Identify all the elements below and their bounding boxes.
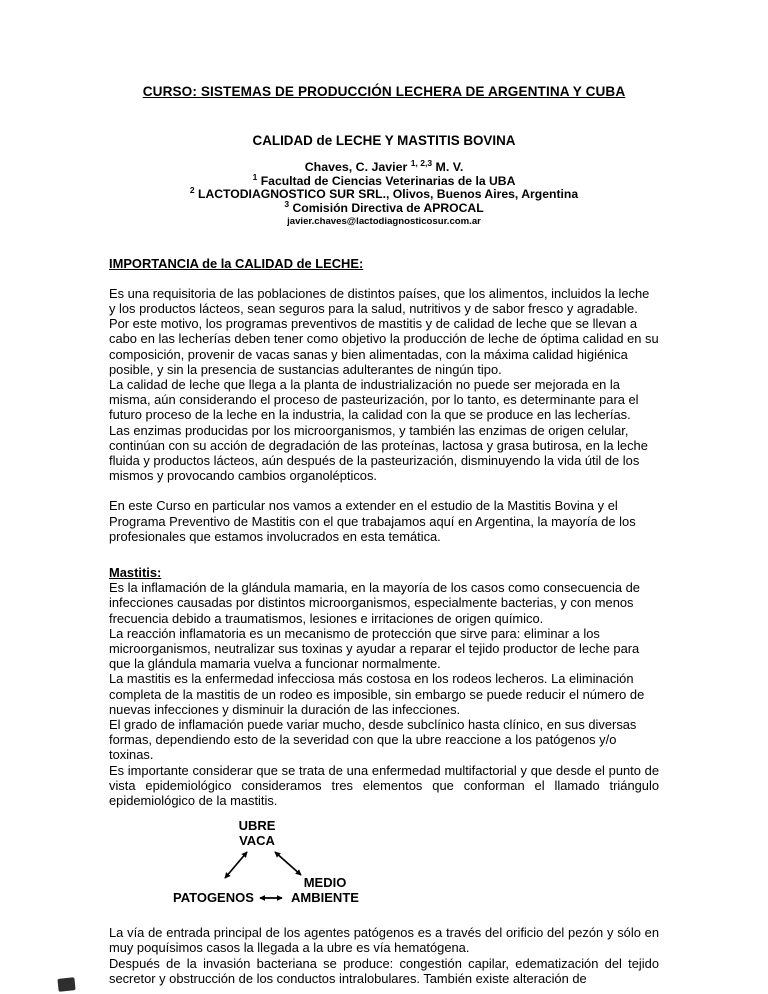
- affiliation-text: Comisión Directiva de APROCAL: [292, 200, 484, 215]
- course-title: CURSO: SISTEMAS DE PRODUCCIÓN LECHERA DE ARGENTINA Y CUBA: [142, 84, 626, 99]
- affiliation-text: LACTODIAGNOSTICO SUR SRL., Olivos, Buenos Aires, Argentina: [198, 187, 579, 202]
- spacer: [109, 271, 659, 286]
- spacer: [109, 544, 659, 565]
- paragraph: Es importante considerar que se trata de una enfermedad multifactorial y que desde el punto de vista epidemiológico consideramos tres elementos que conforman el llamado triángulo epidemiológico de la mastitis.: [109, 762, 659, 809]
- paragraph: Las enzimas producidas por los microorganismos, y también las enzimas de origen celular, continúan con su acción de degradación de las proteínas, lactosa y grasa butirosa, en la leche fluida y productos lácteos, aún después de la pasteurización, disminuyendo la vida útil de los mismos y provocando cambios organolépticos.: [109, 422, 648, 484]
- paragraph: La calidad de leche que llega a la planta de industrialización no puede ser mejorada en la misma, aún considerando el proceso de pasteurización, por lo tanto, es determinante para el futuro proceso de la leche en la industria, la calidad con la que se produce en las lecherías.: [109, 377, 639, 423]
- page-corner-mark: [57, 977, 75, 992]
- paragraph: La vía de entrada principal de los agentes patógenos es a través del orificio del pezón y sólo en muy poquísimos casos la llegada a la ubre es vía hematógena.: [109, 925, 659, 956]
- author-degree: M. V.: [435, 160, 464, 174]
- affiliation-superscript: 1: [252, 171, 258, 182]
- diagram-label-vaca: VACA: [239, 833, 275, 849]
- affiliation-superscript: 2: [189, 185, 195, 196]
- diagram-label-ambiente: AMBIENTE: [291, 890, 359, 906]
- author-name: Chaves, C. Javier: [304, 160, 408, 174]
- diagram-label-ubre: UBRE: [238, 818, 276, 834]
- author-email: javier.chaves@lactodiagnosticosur.com.ar: [287, 215, 481, 227]
- diagram-node-patogenos: PATOGENOS: [173, 890, 254, 906]
- affiliation-superscript: 3: [284, 198, 290, 209]
- affiliation-line: [109, 198, 659, 216]
- section-heading-mastitis: Mastitis:: [109, 565, 162, 581]
- diagram-label-medio: MEDIO: [303, 875, 347, 891]
- section-heading-importancia: IMPORTANCIA de la CALIDAD de LECHE:: [109, 255, 364, 271]
- paragraph: Es la inflamación de la glándula mamaria, en la mayoría de los casos como consecuencia de infecciones causadas por distintos microorganismos, especialmente bacterias, y con menos frecuencia debido a traumatismos, lesiones e irritaciones de origen químico.: [109, 580, 640, 626]
- affiliation-text: Facultad de Ciencias Veterinarias de la UBA: [260, 173, 516, 188]
- paragraph: La reacción inflamatoria es un mecanismo de protección que sirve para: eliminar a los microorganismos, neutralizar sus toxinas y ayudar a reparar el tejido productor de leche para que la glándula mamaria vuelva a funcionar normalmente.: [109, 625, 640, 672]
- affiliation-line: [109, 185, 659, 202]
- epidemiologic-triangle-diagram: [109, 818, 659, 910]
- paragraph: En este Curso en particular nos vamos a extender en el estudio de la Mastitis Bovina y el Programa Preventivo de Mastitis con el que trabajamos aquí en Argentina, la mayoría de los profesionales que estamos involucrados en esta temática.: [109, 498, 636, 544]
- author-block: [109, 157, 659, 228]
- diagram-node-medio-ambiente: [285, 875, 365, 905]
- paragraph: Es una requisitoria de las poblaciones de distintos países, que los alimentos, incluidos la leche y los productos lácteos, sean seguros para la salud, nutritivos y de sabor fresco y agradable. Por este motivo, los programas preventivos de mastitis y de calidad de leche que se llevan a cabo en las lecherías deben tener como objetivo la producción de leche de óptima calidad en su composición, provenir de vacas sanas y bien alimentadas, con la máxima calidad higiénica posible, y sin la presencia de sustancias adulterantes de ningún tipo.: [109, 285, 659, 377]
- spacer: [109, 483, 659, 498]
- document-subtitle: CALIDAD de LECHE Y MASTITIS BOVINA: [252, 133, 516, 148]
- paragraph: Después de la invasión bacteriana se produce: congestión capilar, edematización del tejido secretor y obstrucción de los conductos intralobulares. También existe alteración de: [109, 955, 659, 986]
- diagram-node-ubre-vaca: [214, 818, 300, 848]
- author-affiliation-superscript: 1, 2,3: [410, 157, 433, 168]
- paragraph: La mastitis es la enfermedad infecciosa más costosa en los rodeos lecheros. La eliminación completa de la mastitis de un rodeo es imposible, sin embargo se puede reducir el número de nuevas infecciones y disminuir la duración de las infecciones.: [109, 671, 645, 717]
- paragraph: El grado de inflamación puede variar mucho, desde subclínico hasta clínico, en sus diversas formas, dependiendo esto de la severidad con que la ubre reaccione a los patógenos y/o toxinas.: [109, 717, 637, 763]
- author-name-line: [109, 157, 659, 175]
